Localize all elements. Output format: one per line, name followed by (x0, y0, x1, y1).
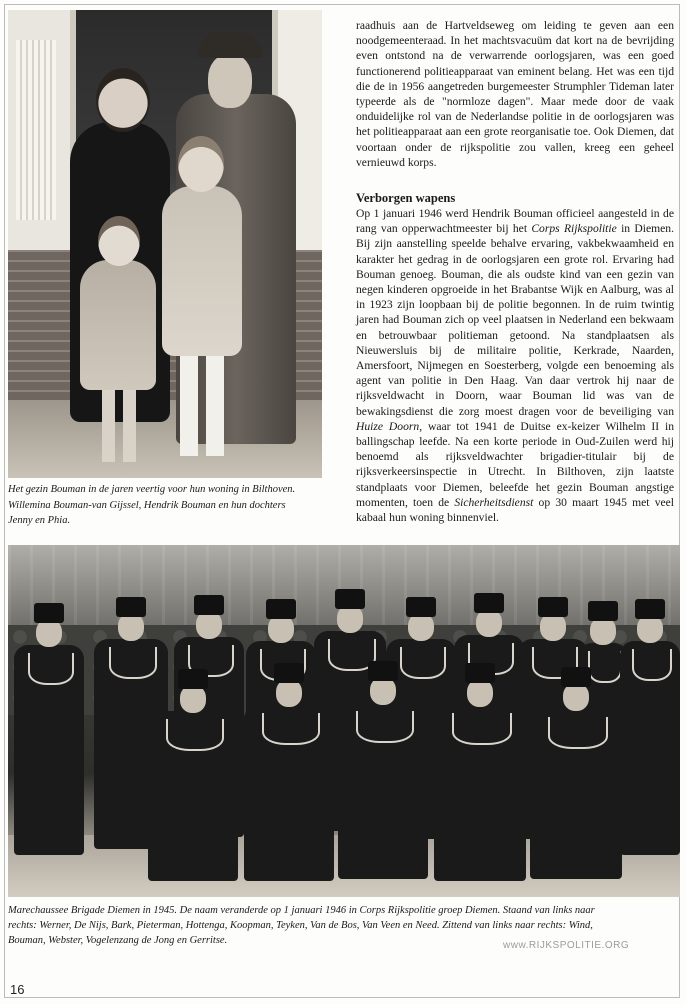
seated-officer (530, 709, 622, 879)
older-girl-head (178, 136, 224, 192)
brigade-group-photo (8, 545, 680, 897)
younger-girl-legs (102, 390, 136, 462)
caption-line: Jenny en Phia. (8, 515, 71, 526)
website-watermark: www.RIJKSPOLITIE.ORG (503, 940, 630, 951)
seated-officer (148, 711, 238, 881)
seated-officer (434, 705, 526, 881)
older-girl-figure (162, 186, 242, 356)
man-hat (198, 32, 262, 58)
standing-officer (620, 641, 680, 855)
text-run: Op 1 januari 1946 werd Hendrik Bouman officieel aangesteld in de rang van opperwachtmeester bij het (356, 207, 674, 236)
caption-line: Het gezin Bouman in de jaren veertig voor hun woning in Bilthoven. (8, 484, 296, 495)
caption-line: Bouman, Webster, Vogelenzang de Jong en Gerritse. (8, 935, 228, 946)
caption-line: Marechaussee Brigade Diemen in 1945. De naam veranderde op 1 januari 1946 in Corps Rijkspolitie groep Diemen. Staand van links naar (8, 905, 595, 916)
seated-officer (338, 703, 428, 879)
text-run: op 30 maart 1945 met veel kabaal hun woning binnenviel. (356, 495, 674, 525)
younger-girl-head (98, 216, 140, 266)
section-heading: Verborgen wapens (356, 191, 456, 206)
italic-term: Sicherheitsdienst (454, 495, 534, 509)
page-number: 16 (10, 982, 25, 997)
standing-officer (14, 645, 84, 855)
article-paragraph: raadhuis aan de Hartveldseweg om leiding te geven aan een noodgemeenteraad. In het machtsvacuüm dat kort na de bevrijding even ontstond na de verwarrende oorlogsjaren, was een goed functionerend politieapparaat van eminent belang. Het was een tijd die de in 1956 aangetreden burgemeester Strumphler Tideman later typeerde als de "normloze dagen". Maar mede door de vaak onduidelijke rol van de Nederlandse politie in de oorlogsjaren was het politieapparaat aan een grote reorganisatie toe. Ook Diemen, dat voortaan onder de rijkspolitie zou vallen, kreeg een geheel vernieuwd korps. (356, 19, 674, 169)
woman-head (96, 68, 150, 132)
caption-line: rechts: Werner, De Nijs, Bark, Pieterman, Hottenga, Koopman, Teyken, Van de Bos, Van Veen en Need. Zittend van links naar rechts: Wind, (8, 920, 593, 931)
younger-girl-figure (80, 260, 156, 390)
italic-term: Huize Doorn (356, 419, 420, 433)
article-column (356, 18, 674, 525)
window-left (8, 10, 76, 250)
caption-line: Willemina Bouman-van Gijssel, Hendrik Bouman en hun dochters (8, 499, 286, 511)
seated-officer (244, 705, 334, 881)
older-girl-legs (180, 356, 224, 456)
text-run: in Diemen. Bij zijn aanstelling speelde behalve ervaring, vakbekwaamheid en karakter het gedrag in de oorlogsjaren een grote rol. Ervaring had Bouman genoeg. Bouman, die als oudste kind van een gezin van negen kinderen opgroeide in het Brabantse Wijk en Aalburg, was al in 1923 zijn loopbaan bij de politie begonnen. In de ruim twintig jaren had Bouman zich op veel plaatsen in Nederland een bekwaam en betrouwbaar politieman getoond. Na standplaatsen als Nieuwersluis bij de militaire politie, Kerkrade, Naarden, Amersfoort, Nijmegen en Soesterberg, volgde een benoeming als agent van politie in Den Haag. Van daar vertrok hij naar de rijksveldwacht in Doorn, waar Bouman lid was van de bewakingsdienst die zorg moest dragen voor de beveiliging van (356, 222, 674, 418)
italic-term: Corps Rijkspolitie (531, 222, 617, 236)
article-paragraph (356, 206, 674, 525)
man-head (208, 54, 252, 108)
text-run: , waar tot 1941 de Duitse ex-keizer Wilhelm II in ballingschap leefde. Na een korte periode in Oud-Zuilen werd hij benoemd als rijksveldwachter brigadier-titulair bij de rijksverkeersinspectie in Utrecht. In Bilthoven, zijn laatste standplaats voor Diemen, beleefde het gezin Bouman angstige momenten, toen de (356, 419, 674, 509)
family-photo-caption (8, 482, 324, 529)
family-photo (8, 10, 322, 478)
